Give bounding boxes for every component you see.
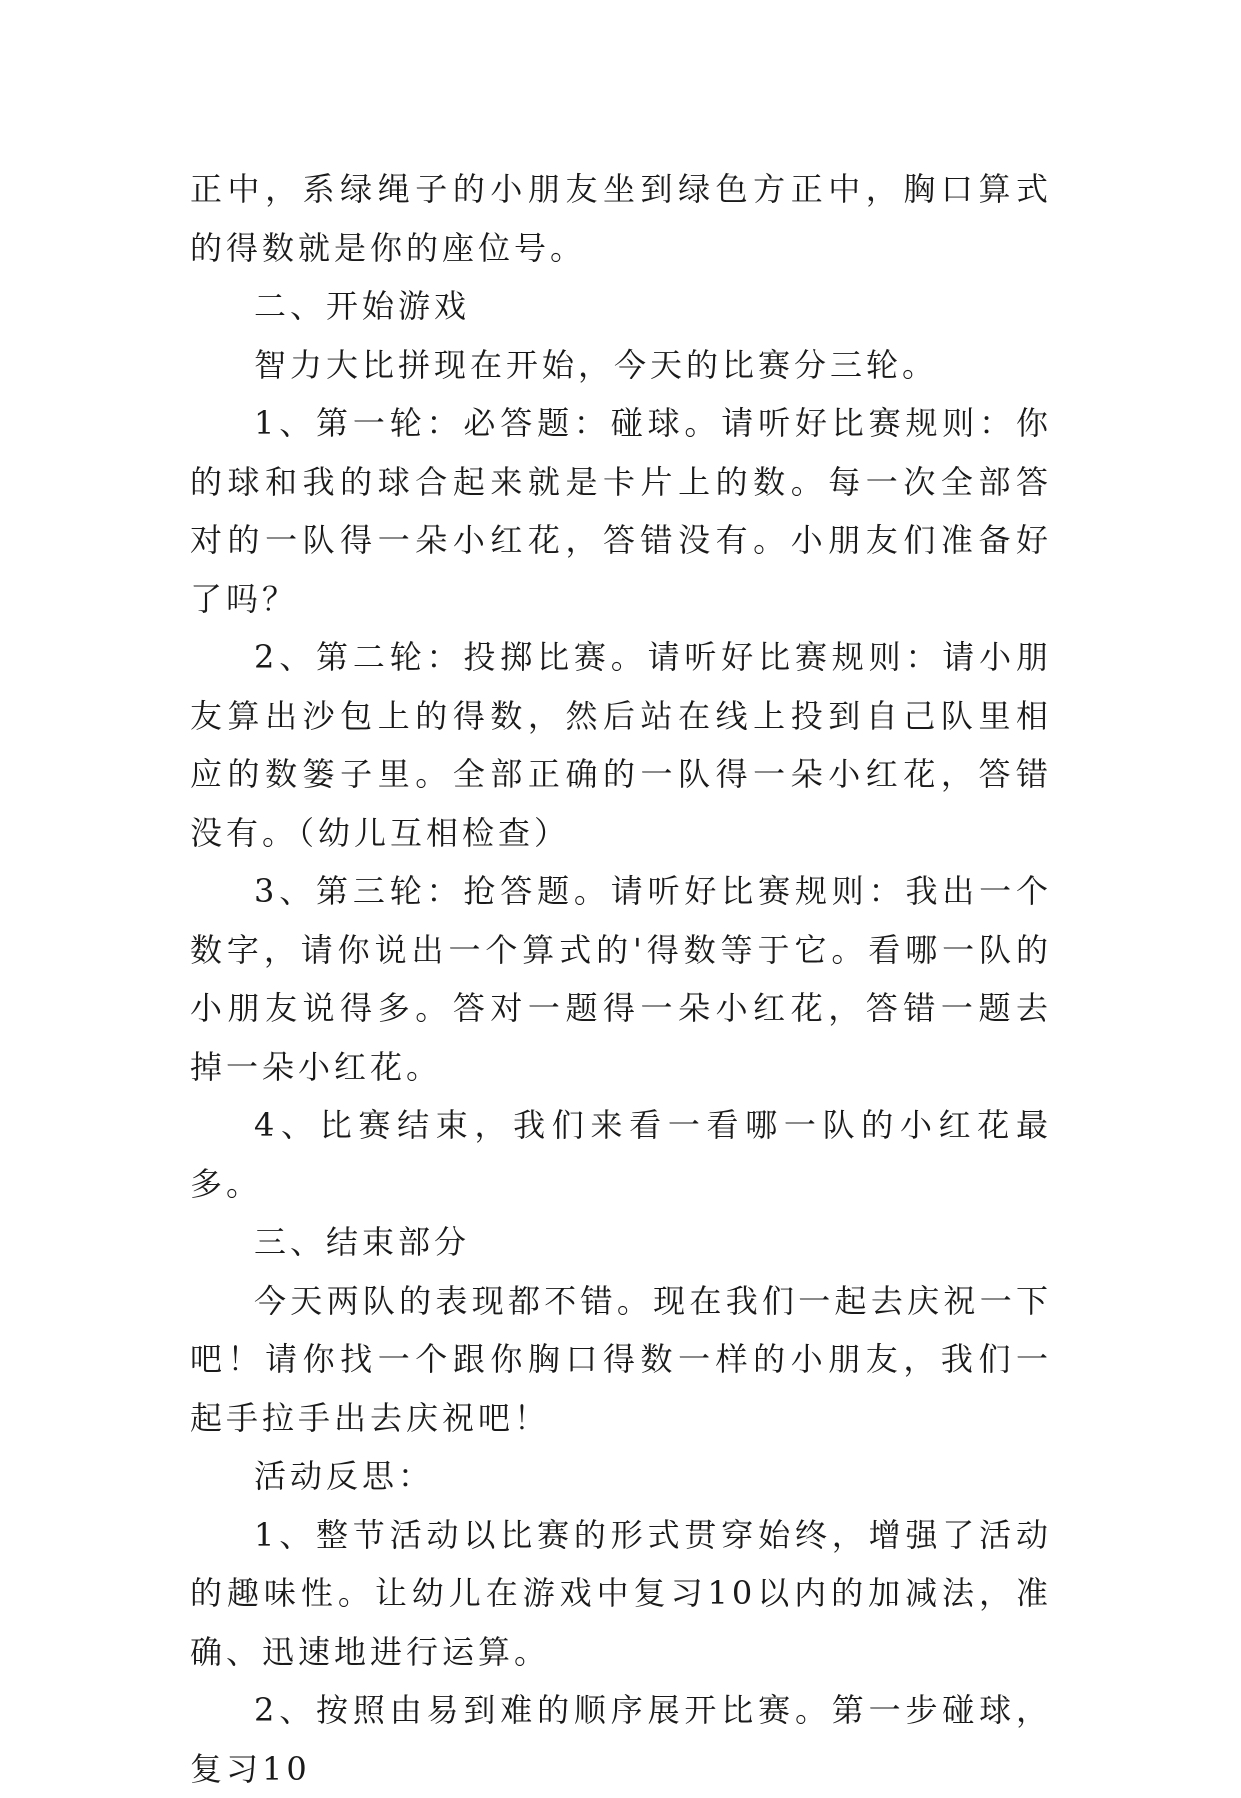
section-heading-ending: 三、结束部分	[254, 1223, 471, 1261]
paragraph-game-end: 4、比赛结束，我们来看一看哪一队的小红花最多。	[190, 1106, 1052, 1203]
paragraph-reflection-2: 2、按照由易到难的顺序展开比赛。第一步碰球，复习10	[190, 1691, 1052, 1788]
paragraph-celebration: 今天两队的表现都不错。现在我们一起去庆祝一下吧！请你找一个跟你胸口得数一样的小朋友，我们一起手拉手出去庆祝吧！	[190, 1281, 1052, 1437]
paragraph-round-1: 1、第一轮：必答题：碰球。请听好比赛规则：你的球和我的球合起来就是卡片上的数。每一次全部答对的一队得一朵小红花，答错没有。小朋友们准备好了吗？	[190, 404, 1052, 618]
document-body	[190, 160, 1052, 1798]
paragraph-round-3: 3、第三轮：抢答题。请听好比赛规则：我出一个数字，请你说出一个算式的'得数等于它。看哪一队的小朋友说得多。答对一题得一朵小红花，答错一题去掉一朵小红花。	[190, 872, 1052, 1086]
paragraph-continuation: 正中，系绿绳子的小朋友坐到绿色方正中，胸口算式的得数就是你的座位号。	[190, 170, 1052, 267]
paragraph-intro: 智力大比拼现在开始，今天的比赛分三轮。	[254, 345, 939, 384]
section-heading-reflection: 活动反思：	[254, 1457, 435, 1495]
section-heading-start-game: 二、开始游戏	[254, 287, 471, 325]
paragraph-round-2: 2、第二轮：投掷比赛。请听好比赛规则：请小朋友算出沙包上的得数，然后站在线上投到自己队里相应的数篓子里。全部正确的一队得一朵小红花，答错没有。（幼儿互相检查）	[190, 638, 1052, 852]
paragraph-reflection-1: 1、整节活动以比赛的形式贯穿始终，增强了活动的趣味性。让幼儿在游戏中复习10以内的加减法，准确、迅速地进行运算。	[190, 1515, 1052, 1671]
